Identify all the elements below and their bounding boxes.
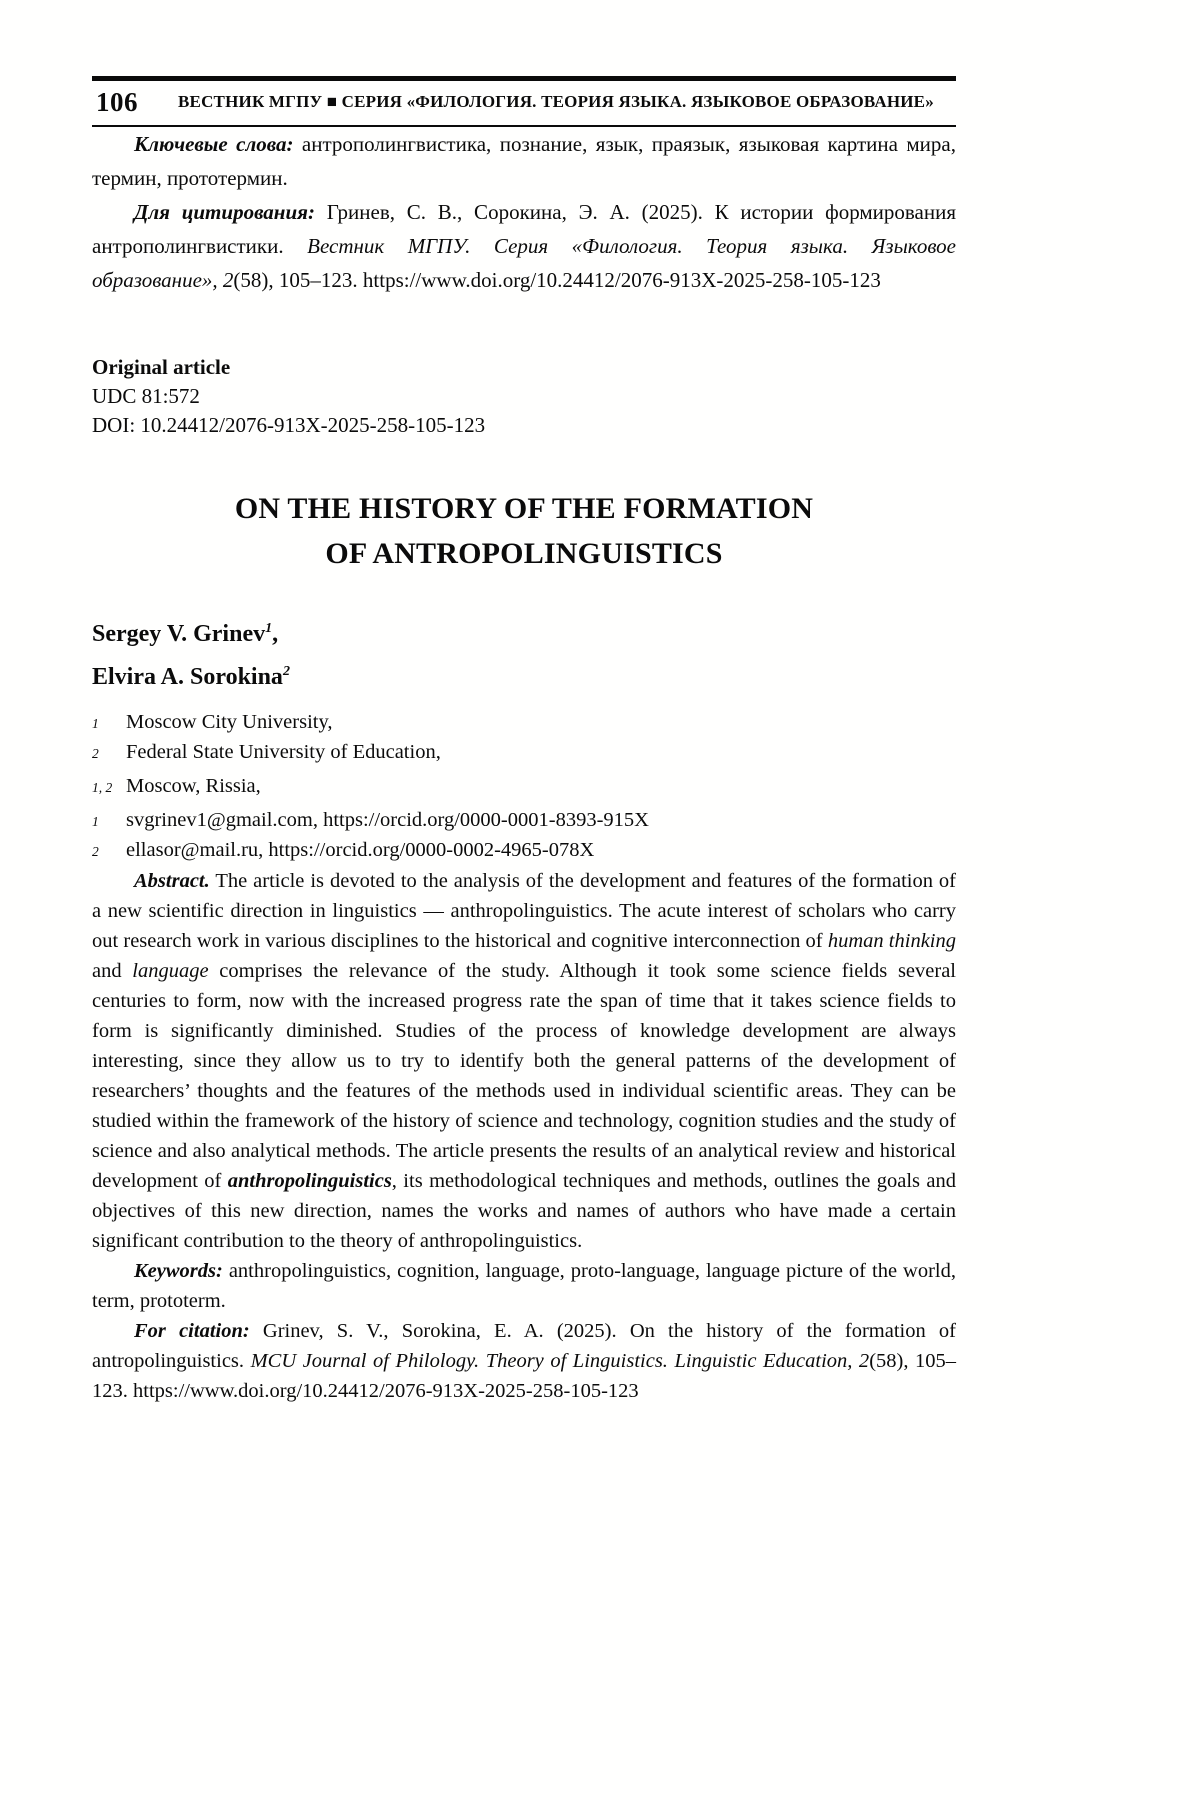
affiliation-marker: 2 — [92, 746, 99, 761]
affiliation-row — [92, 772, 956, 802]
author-suffix: , — [272, 621, 279, 647]
citation-paragraph — [92, 1316, 956, 1406]
russian-keywords-text: антрополингвистика, познание, язык, праязык, языковая картина мира, термин, прототермин. — [92, 132, 956, 190]
russian-citation-journal: Вестник МГПУ. Серия «Филология. Теория языка. Языковое образование», 2 — [92, 234, 956, 292]
abstract-text: and — [92, 960, 133, 982]
affiliation-row — [92, 738, 956, 768]
abstract-text: comprises the relevance of the study. Although it took some science fields several centuries to form, now with the increased progress rate the span of time that it takes science fields to form is significantly diminished. Studies of the process of knowledge development are always interesting, since they allow us to try to identify both the general patterns of the development of researchers’ thoughts and the features of the methods used in individual scientific areas. They can be studied within the framework of the history of science and technology, cognition studies and the study of science and also analytical methods. The article presents the results of an analytical review and historical development of — [92, 960, 956, 1192]
russian-keywords-paragraph — [92, 127, 956, 195]
article-title-line2: OF ANTROPOLINGUISTICS — [325, 537, 723, 570]
affiliation-text: Moscow City University, — [126, 711, 333, 733]
affiliation-text: Moscow, Rissia, — [126, 775, 261, 797]
affiliation-row — [92, 708, 956, 738]
affiliations-block — [92, 708, 956, 866]
article-type: Original article — [92, 355, 231, 379]
author-name: Sergey V. Grinev — [92, 621, 266, 647]
article-title — [92, 486, 956, 576]
russian-keywords-label: Ключевые слова: — [134, 132, 294, 156]
citation-journal: MCU Journal of Philology. Theory of Linguistics. Linguistic Education, 2 — [250, 1350, 870, 1372]
udc-line: UDC 81:572 — [92, 384, 200, 408]
keywords-label: Keywords: — [134, 1260, 223, 1282]
author-line — [92, 653, 956, 696]
page-content — [92, 76, 956, 1406]
affiliation-text: Federal State University of Education, — [126, 741, 441, 763]
russian-citation-label: Для цитирования: — [134, 200, 315, 224]
abstract-italic-term: human thinking — [827, 930, 956, 952]
author-affiliation-marker: 1 — [265, 621, 273, 636]
author-email-orcid: ellasor@mail.ru, https://orcid.org/0000-0002-4965-078X — [126, 839, 595, 861]
russian-citation-paragraph — [92, 195, 956, 297]
keywords-paragraph — [92, 1256, 956, 1316]
doi-line: DOI: 10.24412/2076-913X-2025-258-105-123 — [92, 413, 486, 437]
abstract-text: The article is devoted to the analysis of the development and features of the formation of a new scientific direction in linguistics — anthropolinguistics. The acute interest of scholars who carry out research work in various disciplines to the historical and cognitive interconnection of — [92, 870, 956, 952]
abstract-bold-italic-term: anthropolinguistics — [227, 1170, 392, 1192]
affiliation-marker: 1 — [92, 716, 99, 731]
article-meta — [92, 353, 956, 440]
affiliation-row — [92, 806, 956, 836]
citation-text: Grinev, S. V., Sorokina, E. A. (2025). On the history of the formation of antropolinguistics. — [92, 1320, 956, 1372]
authors-block — [92, 610, 956, 696]
author-affiliation-marker: 2 — [282, 664, 290, 679]
article-title-line1: ON THE HISTORY OF THE FORMATION — [234, 492, 814, 525]
abstract-italic-term: language — [132, 960, 209, 982]
affiliation-marker: 1, 2 — [92, 780, 113, 795]
journal-header-title: ВЕСТНИК МГПУ ■ СЕРИЯ «ФИЛОЛОГИЯ. ТЕОРИЯ ЯЗЫКА. ЯЗЫКОВОЕ ОБРАЗОВАНИЕ» — [178, 92, 934, 111]
citation-doi: (58), 105–123. https://www.doi.org/10.24412/2076-913X-2025-258-105-123 — [92, 1350, 957, 1402]
russian-citation-text: Гринев, С. В., Сорокина, Э. А. (2025). К истории формирования антрополингвистики. — [92, 200, 957, 258]
abstract-text: , its methodological techniques and methods, outlines the goals and objectives of this new direction, names the works and names of authors who have made a certain significant contribution to the theory of anthropolinguistics. — [92, 1170, 956, 1252]
author-name: Elvira A. Sorokina — [92, 664, 283, 690]
affiliation-marker: 2 — [92, 844, 99, 859]
abstract-paragraph — [92, 866, 956, 1256]
affiliation-marker: 1 — [92, 814, 99, 829]
author-email-orcid: svgrinev1@gmail.com, https://orcid.org/0000-0001-8393-915X — [126, 809, 649, 831]
keywords-text: anthropolinguistics, cognition, language, proto-language, language picture of the world, term, prototerm. — [92, 1260, 956, 1312]
author-line — [92, 610, 956, 653]
running-header — [92, 81, 956, 125]
abstract-label: Abstract. — [134, 870, 210, 892]
russian-citation-doi: (58), 105–123. https://www.doi.org/10.24412/2076-913X-2025-258-105-123 — [233, 268, 881, 292]
citation-label: For citation: — [134, 1320, 250, 1342]
affiliation-row — [92, 836, 956, 866]
page-number: 106 — [96, 86, 138, 117]
